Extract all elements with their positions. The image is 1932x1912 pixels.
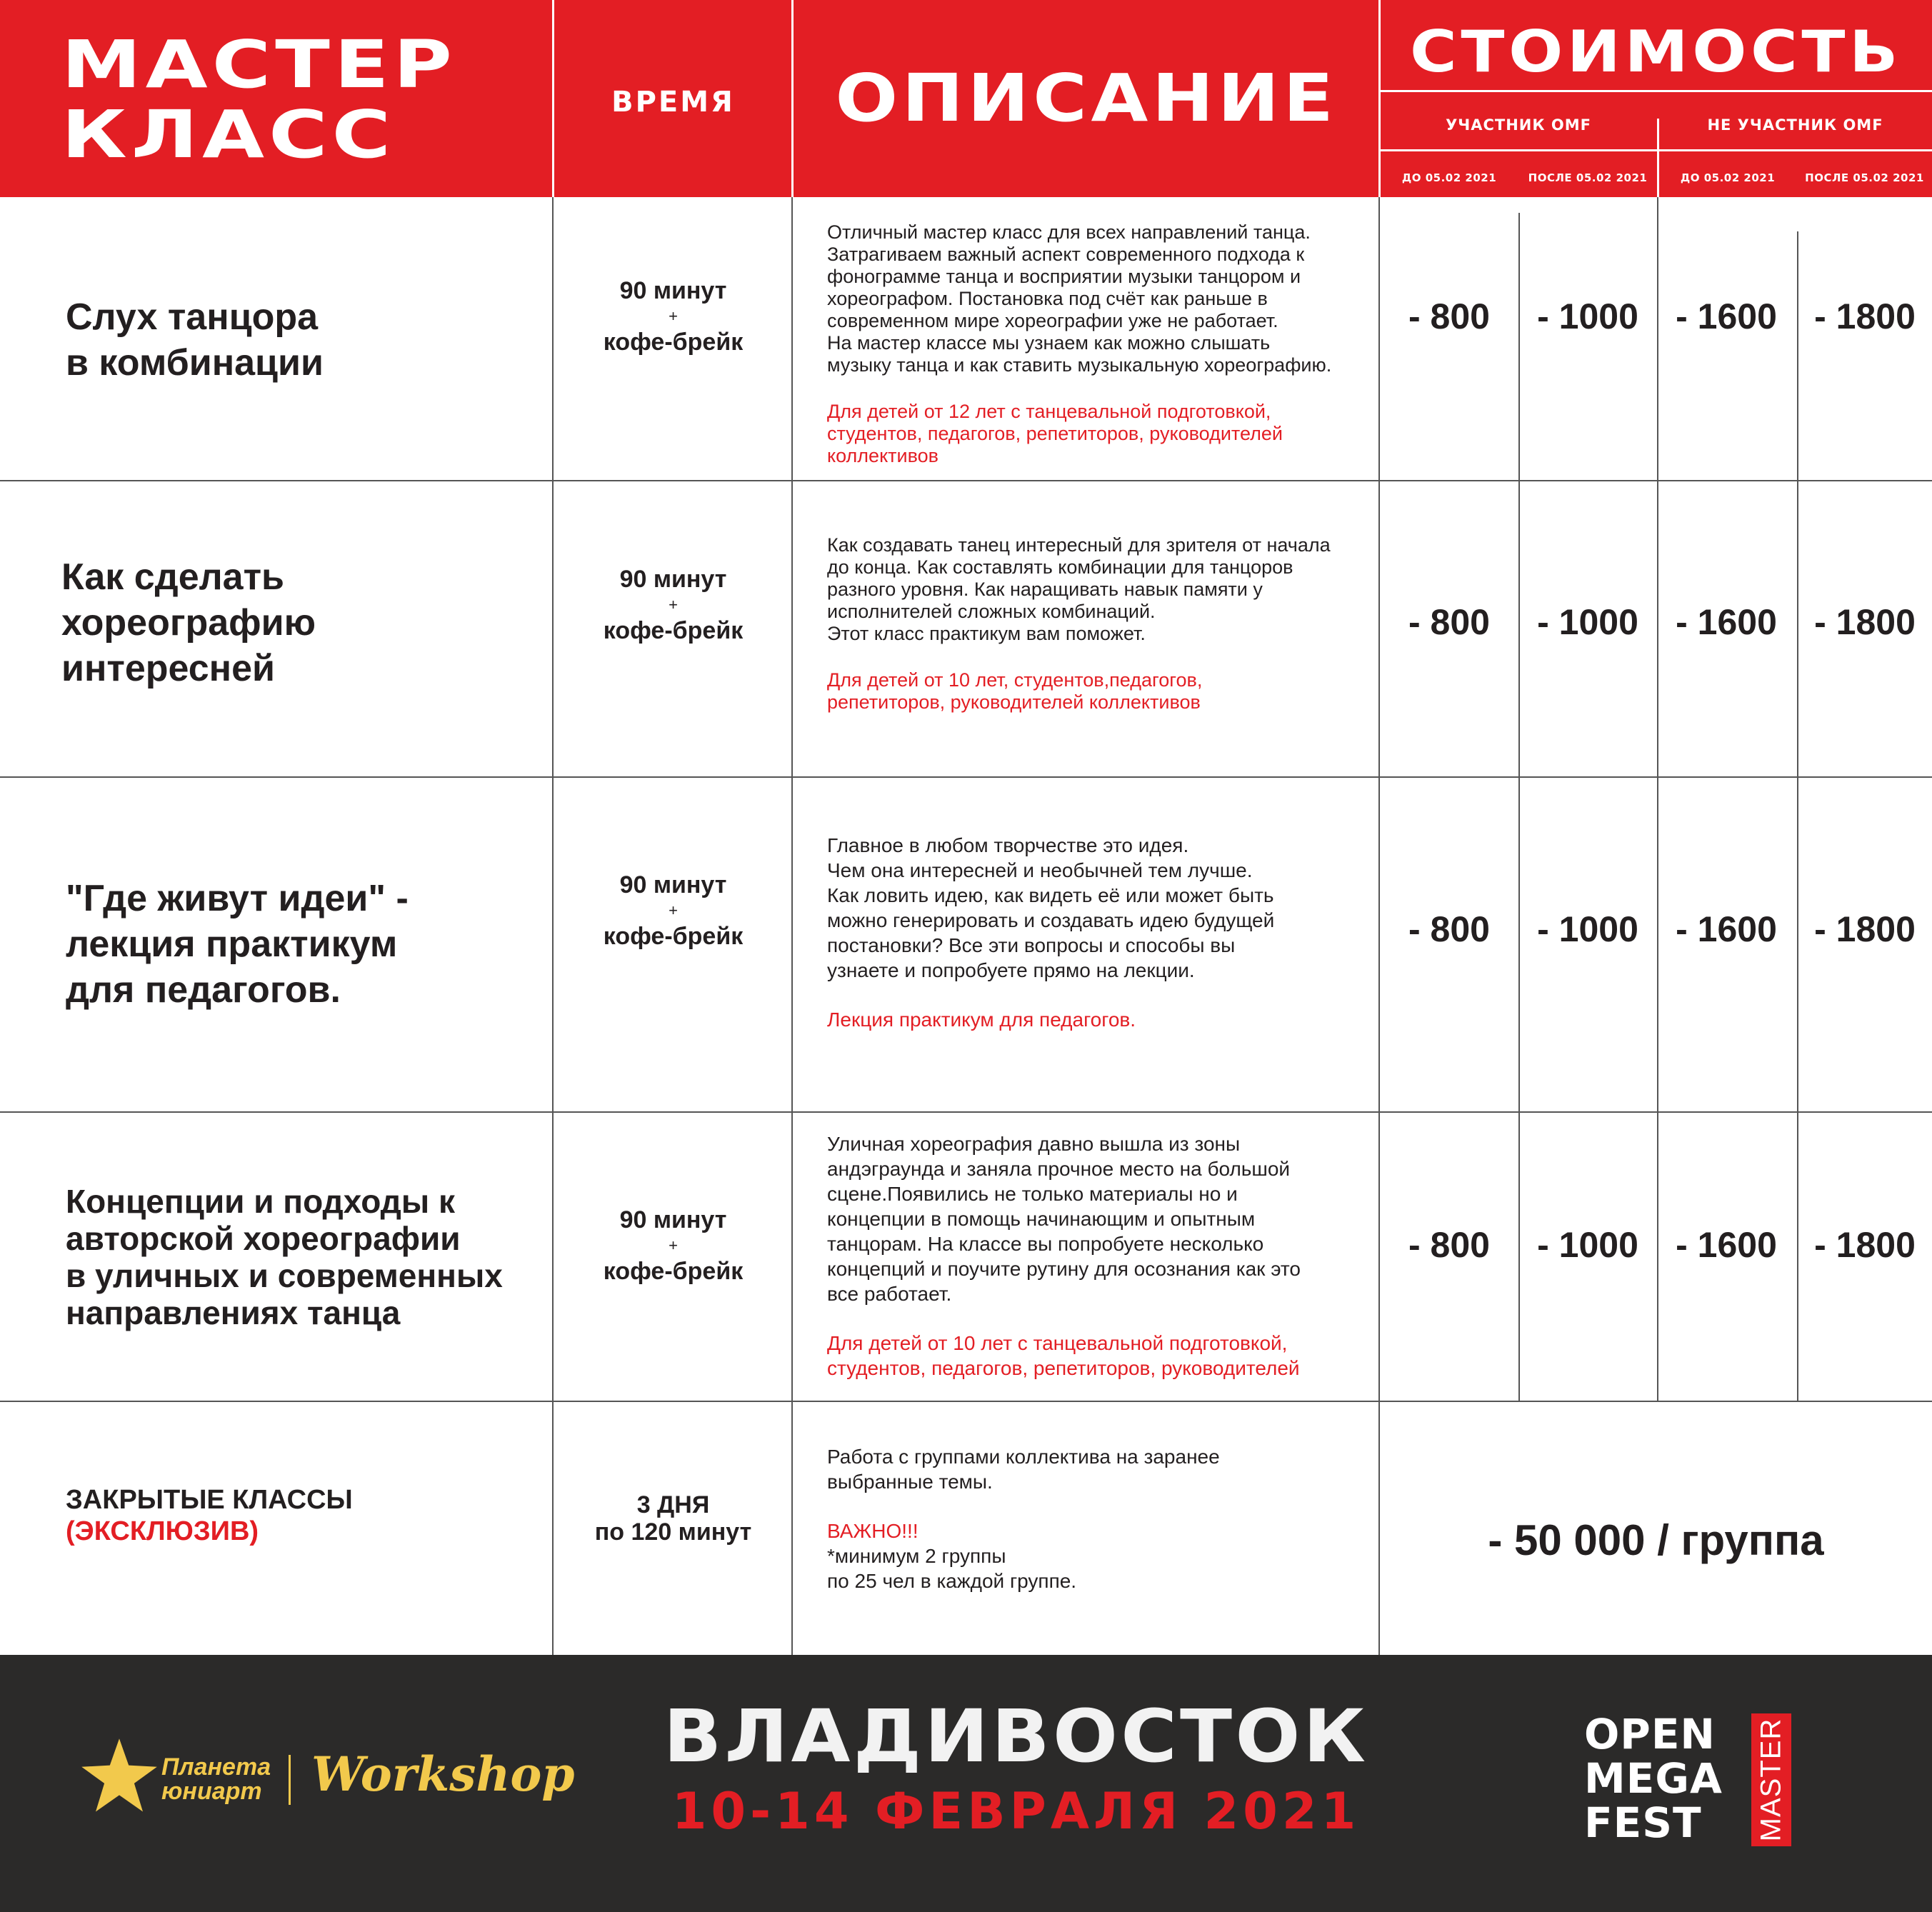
description-line: Этот класс практикум вам поможет.: [827, 623, 1146, 644]
description-line: концепций и поучите рутину для осознания как это: [827, 1258, 1301, 1280]
row-divider: [0, 480, 1932, 481]
price-member-after: - 1000: [1537, 1225, 1638, 1265]
description-line: Главное в любом творчестве это идея.: [827, 834, 1189, 856]
price-nonmember-after: - 1800: [1814, 1225, 1916, 1265]
price-nonmember-before: - 1600: [1676, 296, 1777, 336]
class-title-line: направлениях танца: [66, 1294, 401, 1331]
duration-text: 90 минут: [619, 871, 727, 899]
class-title-line: Слух танцора: [66, 296, 319, 338]
price-nonmember-before: - 1600: [1676, 1225, 1777, 1265]
audience-note: Для детей от 12 лет с танцевальной подготовкой,: [827, 401, 1271, 422]
omf-logo-line3: FEST: [1584, 1798, 1702, 1847]
description-line: Работа с группами коллектива на заранее: [827, 1446, 1220, 1468]
description-line: Уличная хореография давно вышла из зоны: [827, 1133, 1241, 1155]
workshop-logo: Workshop: [311, 1746, 575, 1802]
price-member-before: - 800: [1408, 296, 1490, 336]
description-line: музыку танца и как ставить музыкальную хореографию.: [827, 354, 1332, 376]
price-member-after: - 1000: [1537, 909, 1638, 949]
price-nonmember-after: - 1800: [1814, 602, 1916, 642]
row-divider: [0, 1401, 1932, 1402]
class-duration: [554, 277, 793, 356]
header-date-before-2: ДО 05.02 2021: [1680, 171, 1776, 184]
description-line: все работает.: [827, 1283, 952, 1305]
closed-class-title: [66, 1484, 353, 1547]
brand-name-line1: Планета: [161, 1753, 271, 1781]
class-title: [66, 294, 324, 386]
description-line: Как ловить идею, как видеть её или может быть: [827, 884, 1274, 906]
duration-break: кофе-брейк: [603, 923, 744, 950]
class-title: [61, 554, 316, 691]
row-divider: [0, 776, 1932, 778]
description-line: фонограмме танца и восприятии музыки танцором и: [827, 266, 1301, 287]
closed-class-title-text: ЗАКРЫТЫЕ КЛАССЫ: [66, 1485, 353, 1515]
brand-divider: [289, 1755, 291, 1805]
description-line: Отличный мастер класс для всех направлений танца.: [827, 221, 1311, 243]
price-member-after: - 1000: [1537, 296, 1638, 336]
class-description: [827, 833, 1370, 1032]
class-title-line: лекция практикум: [66, 924, 398, 965]
brand-name-line2: юниарт: [161, 1778, 262, 1805]
omf-logo-line2: MEGA: [1584, 1754, 1723, 1803]
class-title: [66, 876, 409, 1013]
price-member-after: - 1000: [1537, 602, 1638, 642]
class-title-line: для педагогов.: [66, 969, 341, 1011]
city-title: ВЛАДИВОСТОК: [663, 1694, 1369, 1779]
header-date-after-1: ПОСЛЕ 05.02 2021: [1528, 171, 1648, 184]
class-title-line: авторской хореографии: [66, 1220, 461, 1257]
closed-class-description: [827, 1444, 1370, 1593]
audience-note: студентов, педагогов, репетиторов, руководителей: [827, 1357, 1300, 1379]
master-badge: [1751, 1713, 1791, 1846]
duration-plus: +: [669, 596, 678, 614]
header-date-after-2: ПОСЛЕ 05.02 2021: [1805, 171, 1924, 184]
header-member: УЧАСТНИК OMF: [1446, 116, 1591, 134]
description-line: современном мире хореографии уже не работает.: [827, 310, 1278, 331]
omf-logo: [1584, 1712, 1723, 1845]
closed-class-price: - 50 000 / группа: [1488, 1516, 1824, 1564]
duration-break: кофе-брейк: [603, 1258, 744, 1285]
class-title-line: в комбинации: [66, 342, 324, 384]
header-description: ОПИСАНИЕ: [835, 60, 1338, 136]
description-line: узнаете и попробуете прямо на лекции.: [827, 959, 1195, 981]
audience-note: Для детей от 10 лет с танцевальной подготовкой,: [827, 1332, 1288, 1354]
important-note: ВАЖНО!!!: [827, 1520, 919, 1542]
table-header: [0, 0, 1932, 197]
class-description: [827, 221, 1370, 467]
price-nonmember-before: - 1600: [1676, 909, 1777, 949]
class-description: [827, 534, 1370, 714]
class-duration: [554, 871, 793, 950]
row-divider: [0, 1111, 1932, 1113]
duration-plus: +: [669, 901, 678, 919]
master-badge-text: MASTER: [1755, 1718, 1787, 1842]
description-line: выбранные темы.: [827, 1471, 993, 1493]
header-date-before-1: ДО 05.02 2021: [1401, 171, 1497, 184]
class-title-line: Концепции и подходы к: [66, 1183, 455, 1220]
duration-plus: +: [669, 307, 678, 325]
price-divider: [1518, 213, 1520, 1401]
description-line: хореографом. Постановка под счёт как раньше в: [827, 288, 1268, 309]
audience-note: коллективов: [827, 445, 939, 466]
header-non-member: НЕ УЧАСТНИК OMF: [1707, 116, 1883, 134]
class-duration: [554, 1206, 793, 1285]
header-master-line2: КЛАСС: [61, 96, 396, 173]
header-cost: СТОИМОСТЬ: [1410, 19, 1902, 85]
header-master-class: [61, 26, 457, 173]
description-line: исполнителей сложных комбинаций.: [827, 601, 1156, 622]
class-title-line: "Где живут идеи" -: [66, 878, 409, 919]
duration-break: кофе-брейк: [603, 329, 744, 356]
class-title-line: интересней: [61, 648, 275, 689]
class-title: [66, 1183, 503, 1331]
description-line: Чем она интересней и необычней тем лучше.: [827, 859, 1253, 881]
star-icon: [80, 1737, 159, 1816]
description-line: по 25 чел в каждой группе.: [827, 1570, 1077, 1592]
footer-banner: [0, 1655, 1932, 1912]
description-line: Как создавать танец интересный для зрителя от начала: [827, 534, 1331, 556]
price-nonmember-after: - 1800: [1814, 909, 1916, 949]
price-member-before: - 800: [1408, 909, 1490, 949]
duration-text: 90 минут: [619, 1206, 727, 1233]
header-divider: [1657, 119, 1659, 197]
price-member-before: - 800: [1408, 1225, 1490, 1265]
audience-note: студентов, педагогов, репетиторов, руководителей: [827, 423, 1283, 444]
duration-text: 90 минут: [619, 277, 727, 304]
duration-plus: +: [669, 1236, 678, 1254]
audience-note: Лекция практикум для педагогов.: [827, 1008, 1136, 1031]
audience-note: репетиторов, руководителей коллективов: [827, 691, 1201, 713]
price-nonmember-before: - 1600: [1676, 602, 1777, 642]
closed-class-exclusive: (ЭКСКЛЮЗИВ): [66, 1516, 259, 1546]
audience-note: Для детей от 10 лет, студентов,педагогов,: [827, 669, 1203, 691]
description-line: до конца. Как составлять комбинации для танцоров: [827, 556, 1293, 578]
closed-class-duration: [554, 1491, 793, 1546]
description-line: разного уровня. Как наращивать навык памяти у: [827, 579, 1263, 600]
header-divider: [1380, 90, 1932, 92]
omf-logo-line1: OPEN: [1584, 1710, 1716, 1758]
class-title-line: Как сделать: [61, 556, 284, 598]
duration-text: 90 минут: [619, 566, 727, 593]
description-line: можно генерировать и создавать идею будущей: [827, 909, 1275, 931]
description-line: концепции в помощь начинающим и опытным: [827, 1208, 1256, 1230]
description-line: *минимум 2 группы: [827, 1545, 1006, 1567]
class-title-line: хореографию: [61, 602, 316, 644]
description-line: танцорам. На классе вы попробуете несколько: [827, 1233, 1264, 1255]
description-line: постановки? Все эти вопросы и способы вы: [827, 934, 1236, 956]
duration-days: 3 ДНЯ: [636, 1491, 710, 1518]
class-duration: [554, 566, 793, 644]
price-divider: [1657, 197, 1658, 1401]
duration-minutes: по 120 минут: [594, 1518, 752, 1546]
brand-logo-text: [161, 1755, 271, 1803]
header-divider: [1380, 149, 1932, 151]
price-nonmember-after: - 1800: [1814, 296, 1916, 336]
description-line: На мастер классе мы узнаем как можно слышать: [827, 332, 1271, 354]
price-member-before: - 800: [1408, 602, 1490, 642]
class-description: [827, 1131, 1370, 1381]
description-line: Затрагиваем важный аспект современного подхода к: [827, 244, 1305, 265]
header-master-line1: МАСТЕР: [61, 26, 457, 103]
event-dates: 10-14 ФЕВРАЛЯ 2021: [671, 1782, 1361, 1841]
description-line: сцене.Появились не только материалы но и: [827, 1183, 1238, 1205]
duration-break: кофе-брейк: [603, 617, 744, 644]
header-time: ВРЕМЯ: [611, 86, 735, 119]
description-line: андэграунда и заняла прочное место на большой: [827, 1158, 1291, 1180]
class-title-line: в уличных и современных: [66, 1257, 503, 1294]
